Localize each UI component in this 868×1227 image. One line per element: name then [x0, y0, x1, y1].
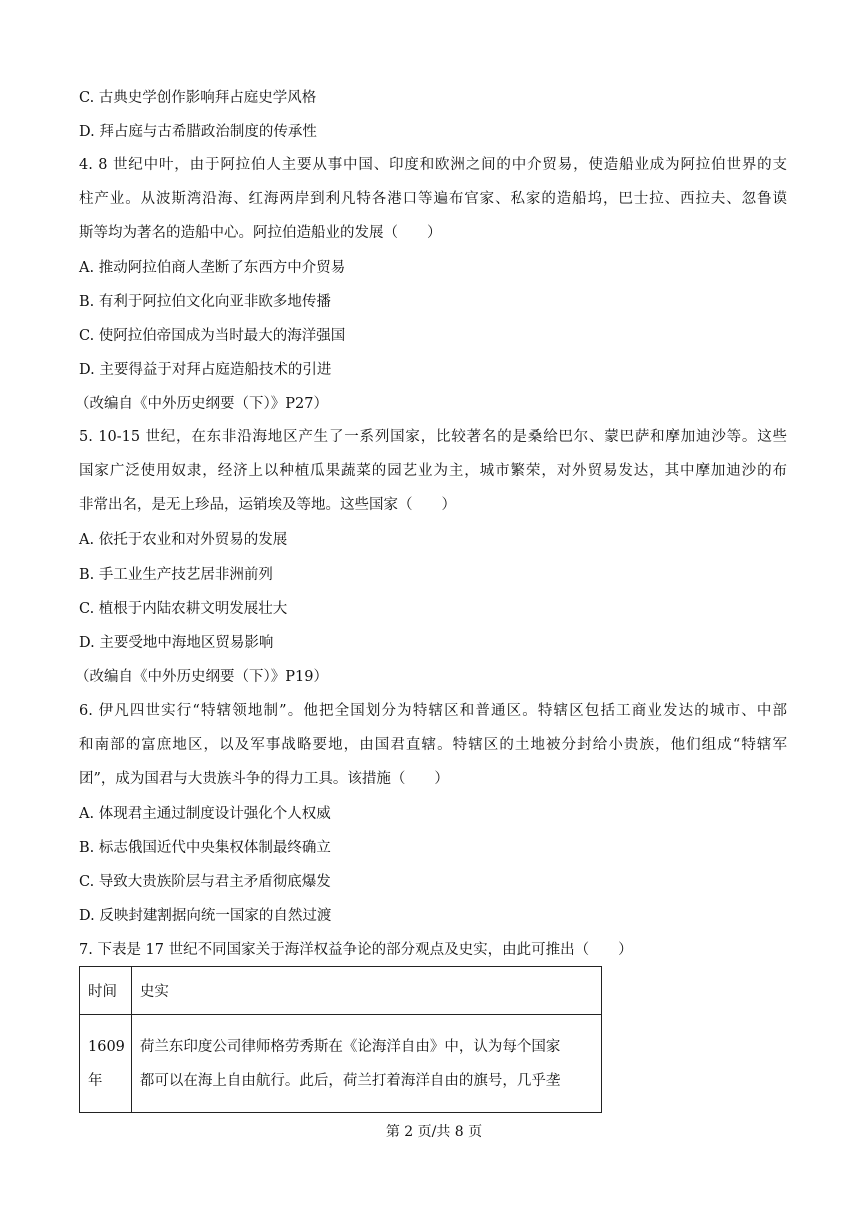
q7-table — [79, 966, 602, 1113]
q5-stem — [79, 420, 787, 522]
q4-option-d: D. 主要得益于对拜占庭造船技术的引进 — [79, 362, 332, 378]
q5-stem-line: 5. 10-15 世纪，在东非沿海地区产生了一系列国家，比较著名的是桑给巴尔、蒙巴萨和摩加迪沙等。这些 — [79, 429, 787, 445]
q5-option-d: D. 主要受地中海地区贸易影响 — [79, 635, 274, 651]
table-header-time: 时间 — [80, 967, 132, 1015]
q6-option-c: C. 导致大贵族阶层与君主矛盾彻底爆发 — [79, 874, 331, 890]
q5-stem-line: 非常出名，是无上珍品，运销埃及等地。这些国家（ ） — [79, 497, 456, 513]
q4-option-b: B. 有利于阿拉伯文化向亚非欧多地传播 — [79, 294, 331, 310]
q5-source: （改编自《中外历史纲要（下）》P19） — [75, 669, 328, 685]
q7-stem: 7. 下表是 17 世纪不同国家关于海洋权益争论的部分观点及史实，由此可推出（ ） — [79, 942, 633, 958]
q4-option-a: A. 推动阿拉伯商人垄断了东西方中介贸易 — [79, 260, 346, 276]
q6-stem — [79, 694, 787, 796]
table-cell-time — [80, 1015, 132, 1113]
table-cell-fact-line: 都可以在海上自由航行。此后，荷兰打着海洋自由的旗号，几乎垄 — [139, 1072, 561, 1089]
q6-stem-line: 6. 伊凡四世实行“特辖领地制”。他把全国划分为特辖区和普通区。特辖区包括工商业发达的城市、中部 — [79, 703, 787, 719]
table-row — [80, 1015, 602, 1113]
q5-option-b: B. 手工业生产技艺居非洲前列 — [79, 567, 273, 583]
q5-stem-line: 国家广泛使用奴隶，经济上以种植瓜果蔬菜的园艺业为主，城市繁荣，对外贸易发达，其中摩加迪沙的布 — [79, 463, 787, 479]
q4-stem-line: 斯等均为著名的造船中心。阿拉伯造船业的发展（ ） — [79, 225, 442, 241]
table-cell-time-line: 1609 — [88, 1038, 125, 1055]
q5-option-c: C. 植根于内陆农耕文明发展壮大 — [79, 601, 288, 617]
table-cell-fact — [131, 1015, 601, 1113]
table-header-row — [80, 967, 602, 1015]
q4-stem — [79, 148, 787, 250]
q6-option-d: D. 反映封建割据向统一国家的自然过渡 — [79, 908, 332, 924]
q6-stem-line: 团”，成为国君与大贵族斗争的得力工具。该措施（ ） — [79, 771, 449, 787]
q4-option-c: C. 使阿拉伯帝国成为当时最大的海洋强国 — [79, 328, 346, 344]
table-cell-fact-line: 荷兰东印度公司律师格劳秀斯在《论海洋自由》中，认为每个国家 — [139, 1038, 561, 1055]
q4-stem-line: 4. 8 世纪中叶，由于阿拉伯人主要从事中国、印度和欧洲之间的中介贸易，使造船业成为阿拉伯世界的支 — [79, 157, 787, 173]
q3-option-d: D. 拜占庭与古希腊政治制度的传承性 — [79, 124, 317, 140]
page-footer: 第 2 页/共 8 页 — [385, 1124, 483, 1140]
q5-option-a: A. 依托于农业和对外贸易的发展 — [79, 532, 288, 548]
table-cell-time-line: 年 — [88, 1072, 103, 1089]
q4-stem-line: 柱产业。从波斯湾沿海、红海两岸到利凡特各港口等遍布官家、私家的造船坞，巴士拉、西拉夫、忽鲁谟 — [79, 191, 787, 207]
q6-option-b: B. 标志俄国近代中央集权体制最终确立 — [79, 840, 331, 856]
q6-stem-line: 和南部的富庶地区，以及军事战略要地，由国君直辖。特辖区的土地被分封给小贵族，他们组成“特辖军 — [79, 737, 787, 753]
q3-option-c: C. 古典史学创作影响拜占庭史学风格 — [79, 90, 317, 106]
table-header-fact: 史实 — [131, 967, 601, 1015]
q6-option-a: A. 体现君主通过制度设计强化个人权威 — [79, 806, 331, 822]
q4-source: （改编自《中外历史纲要（下）》P27） — [75, 396, 328, 412]
